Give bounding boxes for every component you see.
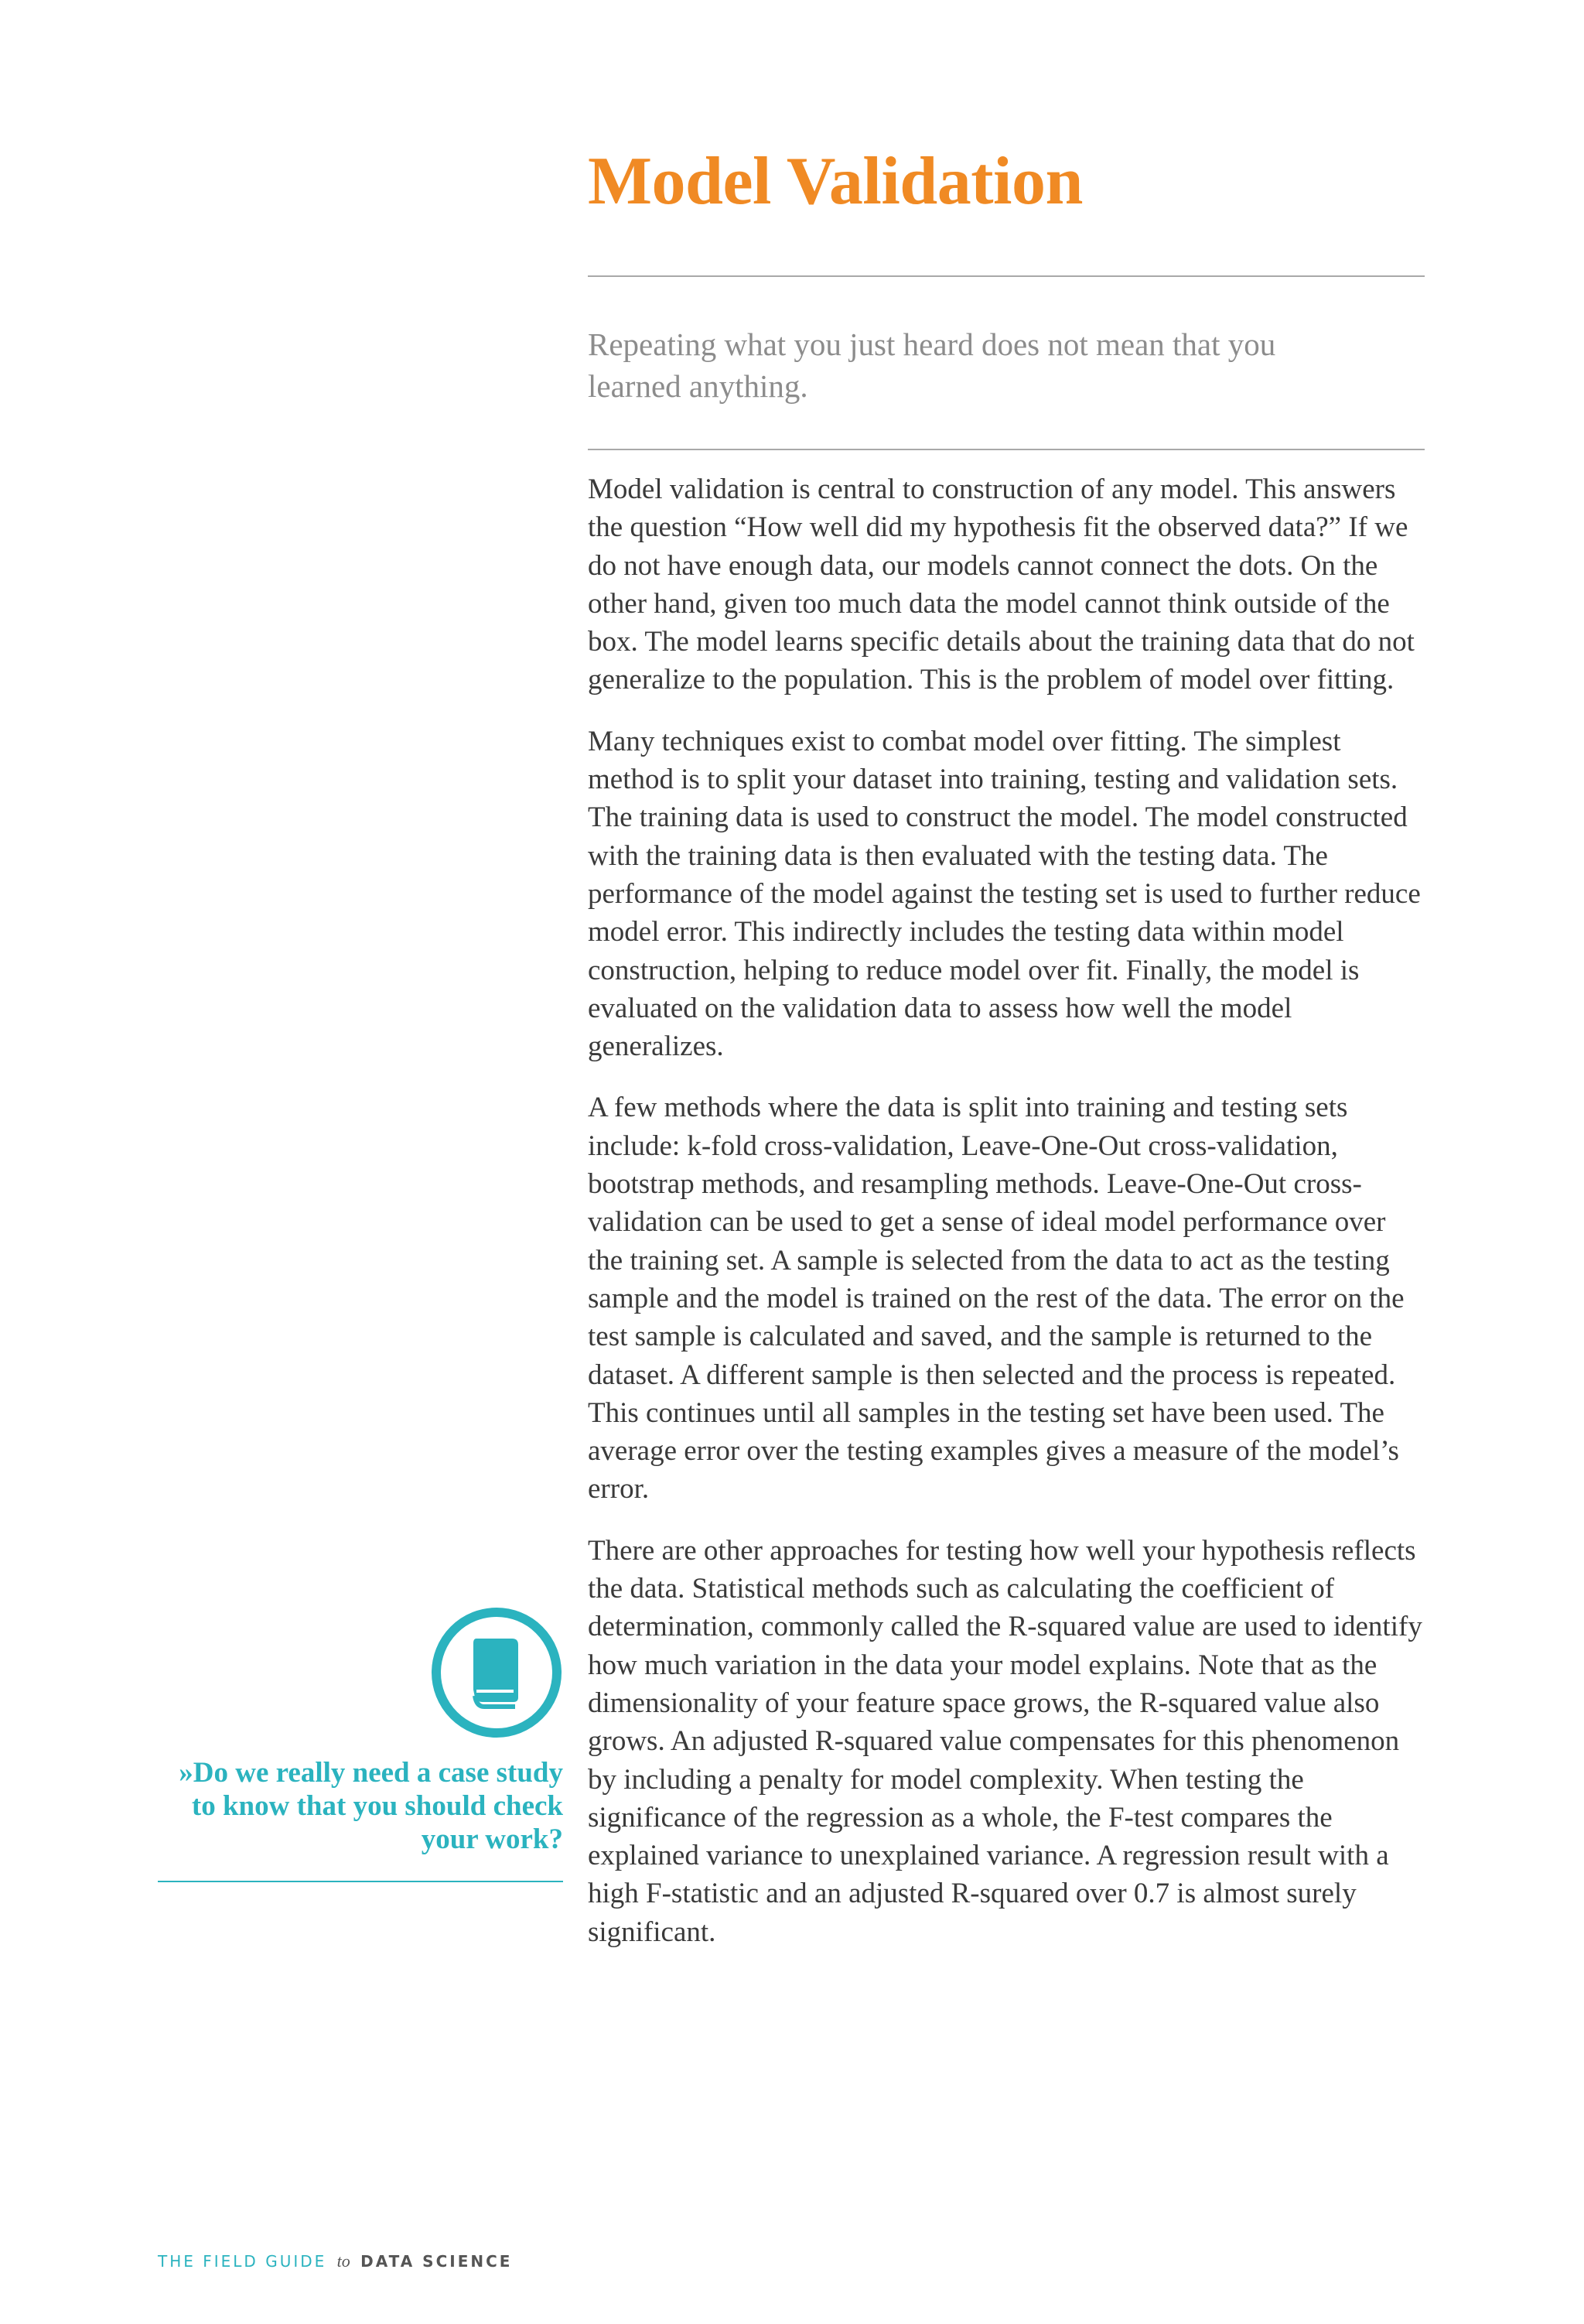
body-paragraph: A few methods where the data is split into training and testing sets include: k-fold cross-validation, Leave-One-Out cross-validation, bootstrap methods, and resampling methods. Leave-One-Out cross-validation can be used to get a sense of ideal model performance over the training set. A sample is selected from the data to act as the testing sample and the model is trained on the rest of the data. The error on the test sample is calculated and saved, and the sample is returned to the dataset. A different sample is then selected and the process is repeated. This continues until all samples in the testing set have been used. The average error over the testing examples gives a measure of the model’s error. (588, 1092, 1405, 1505)
title-divider (588, 275, 1425, 277)
pull-quote-divider (158, 1881, 563, 1882)
book-icon (430, 1606, 563, 1739)
lead-divider (588, 449, 1425, 450)
footer-data-science-text: DATA SCIENCE (360, 2252, 513, 2271)
footer-guide-text: THE FIELD GUIDE (158, 2252, 327, 2271)
footer-running-title (158, 2251, 512, 2271)
pull-quote: »Do we really need a case study to know that you should check your work? (179, 1757, 563, 1855)
body-paragraph: There are other approaches for testing how well your hypothesis reflects the data. Statistical methods such as calculating the coefficient of determination, commonly called the R-squared value are used to identify how much variation in the data your model explains. Note that as the dimensionality of your feature space grows, the R-squared value also grows. An adjusted R-squared value compensates for this phenomenon by including a penalty for model complexity. When testing the significance of the regression as a whole, the F-test compares the explained variance to unexplained variance. A regression result with a high F-statistic and an adjusted R-squared over 0.7 is almost surely significant. (588, 1534, 1422, 1948)
lead-quote: Repeating what you just heard does not mean that you learned anything. (588, 326, 1276, 404)
body-text (588, 470, 1425, 1974)
footer-to-text: to (336, 2251, 350, 2271)
body-paragraph: Model validation is central to construction of any model. This answers the question “How well did my hypothesis fit the observed data?” If we do not have enough data, our models cannot connect the dots. On the other hand, given too much data the model cannot think outside of the box. The model learns specific details about the training data that do not generalize to the population. This is the problem of model over fitting. (588, 473, 1415, 696)
body-paragraph: Many techniques exist to combat model over fitting. The simplest method is to split your dataset into training, testing and validation sets. The training data is used to construct the model. The model constructed with the training data is then evaluated with the testing data. The performance of the model against the testing set is used to further reduce model error. This indirectly includes the testing data within model construction, helping to reduce model over fit. Finally, the model is evaluated on the validation data to assess how well the model generalizes. (588, 725, 1421, 1063)
page-title: Model Validation (588, 144, 1083, 219)
